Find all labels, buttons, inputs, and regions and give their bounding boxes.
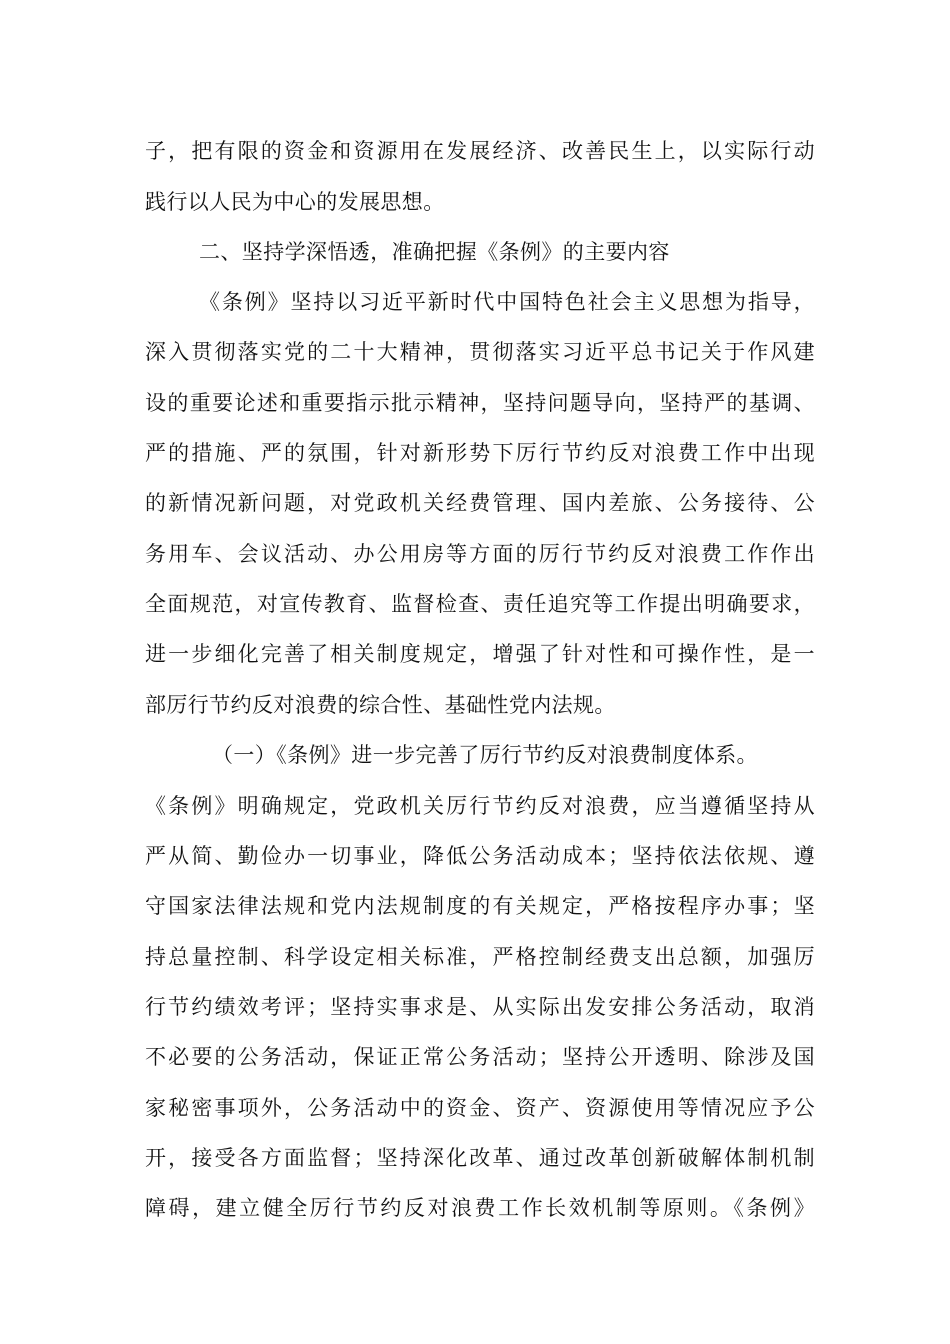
- text-line: 开，接受各方面监督；坚持深化改革、通过改革创新破解体制机制: [145, 1146, 815, 1170]
- text-line: 的新情况新问题，对党政机关经费管理、国内差旅、公务接待、公: [145, 491, 815, 515]
- text-line: 行节约绩效考评；坚持实事求是、从实际出发安排公务活动，取消: [145, 995, 815, 1019]
- text-line: 践行以人民为中心的发展思想。: [145, 190, 445, 214]
- text-line: 家秘密事项外，公务活动中的资金、资产、资源使用等情况应予公: [145, 1096, 815, 1120]
- text-line: 深入贯彻落实党的二十大精神，贯彻落实习近平总书记关于作风建: [145, 340, 815, 364]
- text-line: 全面规范，对宣传教育、监督检查、责任追究等工作提出明确要求，: [145, 592, 815, 616]
- text-line: 设的重要论述和重要指示批示精神，坚持问题导向，坚持严的基调、: [145, 391, 815, 415]
- text-line: 进一步细化完善了相关制度规定，增强了针对性和可操作性，是一: [145, 642, 815, 666]
- text-line: 部厉行节约反对浪费的综合性、基础性党内法规。: [145, 693, 616, 717]
- text-line: 持总量控制、科学设定相关标准，严格控制经费支出总额，加强厉: [145, 945, 815, 969]
- text-line: 务用车、会议活动、办公用房等方面的厉行节约反对浪费工作作出: [145, 542, 815, 566]
- text-line: 子，把有限的资金和资源用在发展经济、改善民生上，以实际行动: [145, 139, 815, 163]
- section-heading: 二、坚持学深悟透，准确把握《条例》的主要内容: [199, 240, 670, 264]
- text-line: 《条例》明确规定，党政机关厉行节约反对浪费，应当遵循坚持从: [145, 794, 815, 818]
- text-line: 守国家法律法规和党内法规制度的有关规定，严格按程序办事；坚: [145, 894, 815, 918]
- text-line: 严的措施、严的氛围，针对新形势下厉行节约反对浪费工作中出现: [145, 441, 815, 465]
- subsection-heading: （一）《条例》进一步完善了厉行节约反对浪费制度体系。: [212, 743, 758, 767]
- text-line: 障碍，建立健全厉行节约反对浪费工作长效机制等原则。《条例》: [145, 1196, 815, 1220]
- text-line: 《条例》坚持以习近平新时代中国特色社会主义思想为指导，: [199, 290, 815, 314]
- text-line: 严从简、勤俭办一切事业，降低公务活动成本；坚持依法依规、遵: [145, 844, 815, 868]
- text-line: 不必要的公务活动，保证正常公务活动；坚持公开透明、除涉及国: [145, 1045, 815, 1069]
